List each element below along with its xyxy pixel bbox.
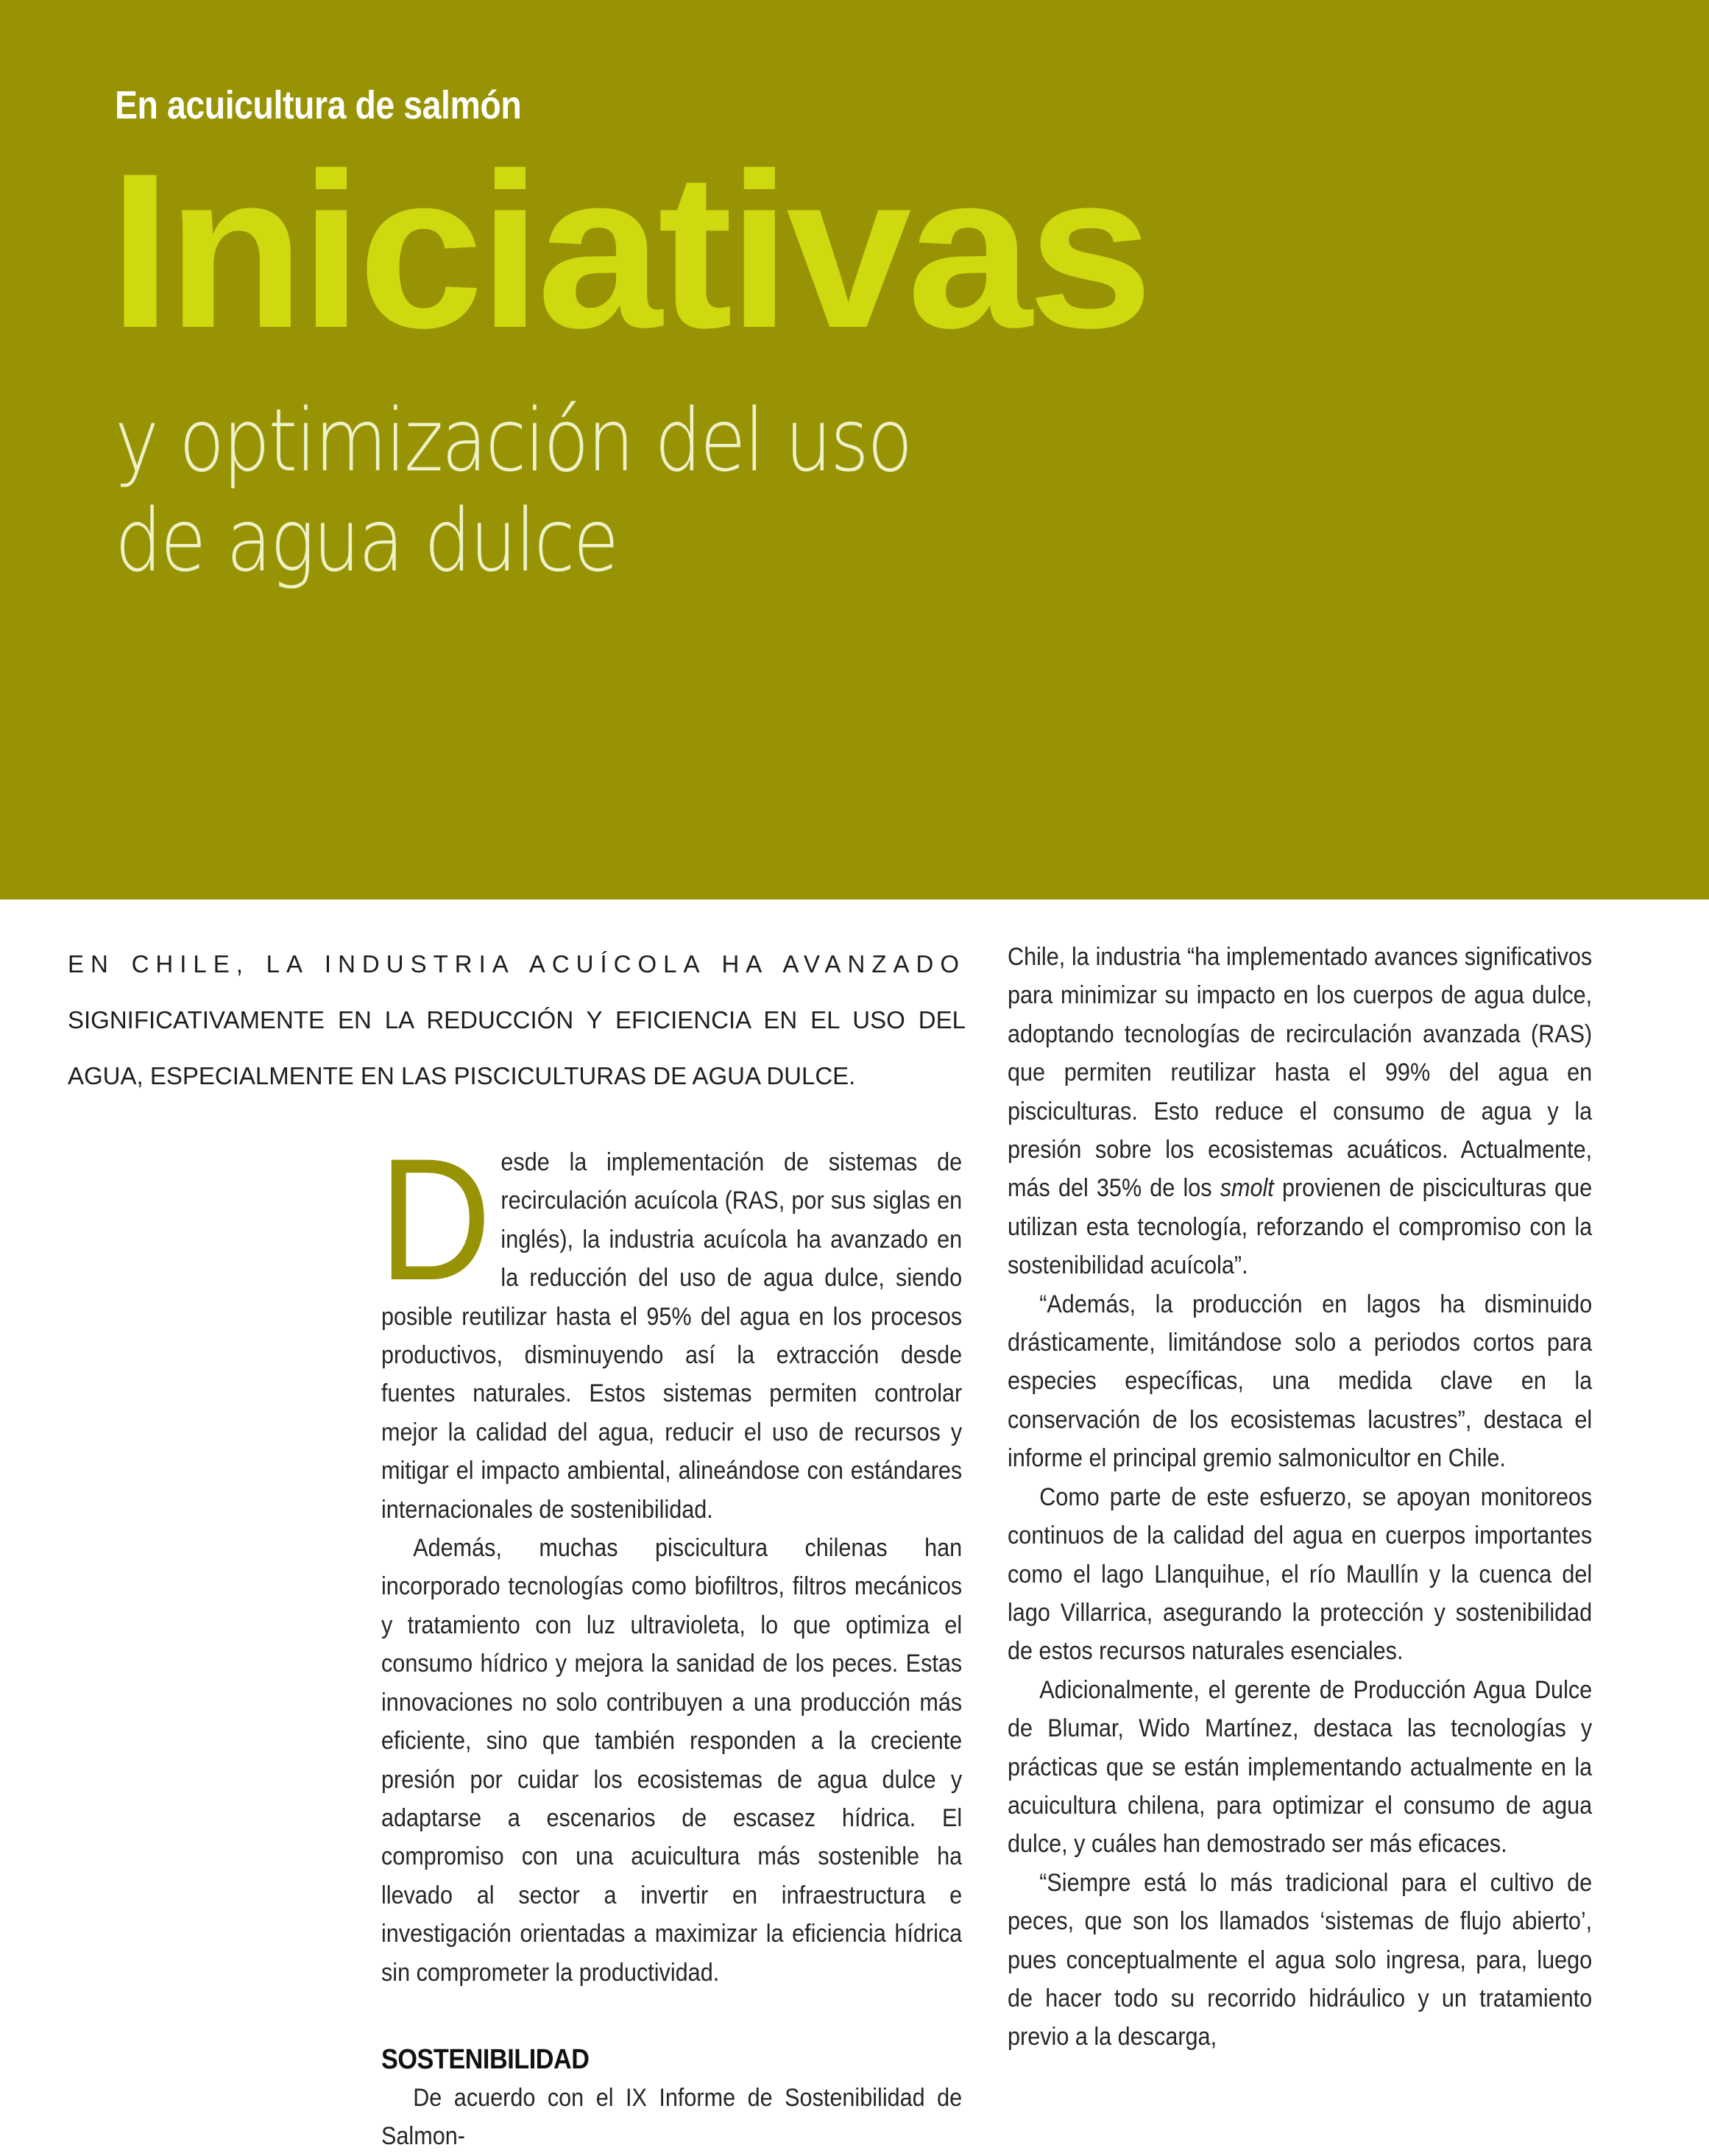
headline: Iniciativas <box>109 127 1149 374</box>
subtitle-line-2: de agua dulce <box>115 489 618 591</box>
subtitle-line-1: y optimización del uso <box>115 389 911 491</box>
body-paragraph: Además, muchas piscicultura chilenas han incorporado tecnologías como biofiltros, filtros mecánicos y tratamiento con luz ultravioleta, lo que optimiza el consumo hídrico y mejora la sanidad de los peces. Estas innovaciones no solo contribuyen a una producción más eficiente, sino que también responden a la creciente presión por cuidar los ecosistemas de agua dulce y adaptarse a escenarios de escasez hídrica. El compromiso con una acuicultura más sostenible ha llevado al sector a invertir en infraestructura e investigación orientadas a maximizar la eficiencia hídrica sin comprometer la productividad. <box>381 1534 963 1987</box>
italic-term: smolt <box>1220 1174 1274 1203</box>
body-paragraph: “Además, la producción en lagos ha disminuido drásticamente, limitándose solo a periodos cortos para especies específicas, una medida clave en la conservación de los ecosistemas lacustres”, destaca el informe el principal gremio salmonicultor en Chile. <box>1008 1290 1593 1473</box>
body-paragraph <box>378 1123 963 1529</box>
left-column <box>378 1123 963 2156</box>
kicker: En acuicultura de salmón <box>115 83 522 127</box>
body-paragraph: De acuerdo con el IX Informe de Sostenibilidad de Salmon- <box>381 2083 963 2151</box>
right-column <box>1008 938 1593 2057</box>
paragraph-text: esde la implementación de sistemas de recirculación acuícola (RAS, por sus siglas en inglés), la industria acuícola ha avanzado en la reducción del uso de agua dulce, siendo posible reutilizar hasta el 95% del agua en los procesos productivos, disminuyendo así la extracción desde fuentes naturales. Estos sistemas permiten controlar mejor la calidad del agua, reducir el uso de recursos y mitigar el impacto ambiental, alineándose con estándares internacionales de sostenibilidad. <box>381 1148 963 1524</box>
body-paragraph: “Siempre está lo más tradicional para el cultivo de peces, que son los llamados ‘sistemas de flujo abierto’, pues conceptualmente el agua solo ingresa, para, luego de hacer todo su recorrido hidráulico y un tratamiento previo a la descarga, <box>1008 1868 1593 2051</box>
title-banner <box>0 0 1709 899</box>
body-paragraph: Adicionalmente, el gerente de Producción Agua Dulce de Blumar, Wido Martínez, destaca las tecnologías y prácticas que se están implementando actualmente en la acuicultura chilena, para optimizar el consumo de agua dulce, y cuáles han demostrado ser más eficaces. <box>1008 1675 1593 1859</box>
subtitle <box>115 390 911 590</box>
lead-line-1: EN CHILE, LA INDUSTRIA ACUÍCOLA HA AVANZADO <box>68 950 966 978</box>
lead-line-3: AGUA, ESPECIALMENTE EN LAS PISCICULTURAS DE AGUA DULCE. <box>68 1062 856 1089</box>
lead-line-2: SIGNIFICATIVAMENTE EN LA REDUCCIÓN Y EFICIENCIA EN EL USO DEL <box>68 1006 966 1033</box>
paragraph-text: Chile, la industria “ha implementado avances significativos para minimizar su impacto en los cuerpos de agua dulce, adoptando tecnologías de recirculación avanzada (RAS) que permiten reutilizar hasta el 99% del agua en pisciculturas. Esto reduce el consumo de agua y la presión sobre los ecosistemas acuáticos. Actualmente, más del 35% de los <box>1008 943 1593 1203</box>
section-heading: SOSTENIBILIDAD <box>381 2043 590 2075</box>
body-paragraph <box>1008 938 1592 1285</box>
drop-cap: D <box>378 1123 492 1317</box>
lead-paragraph <box>68 936 966 1104</box>
paragraph-text: provienen de pisciculturas que utilizan esta tecnología, reforzando el compromiso con la sostenibilidad acuícola”. <box>1008 1174 1593 1280</box>
body-paragraph: Como parte de este esfuerzo, se apoyan monitoreos continuos de la calidad del agua en cuerpos importantes como el lago Llanquihue, el río Maullín y la cuenca del lago Villarrica, asegurando la protección y sostenibilidad de estos recursos naturales esenciales. <box>1008 1482 1593 1666</box>
